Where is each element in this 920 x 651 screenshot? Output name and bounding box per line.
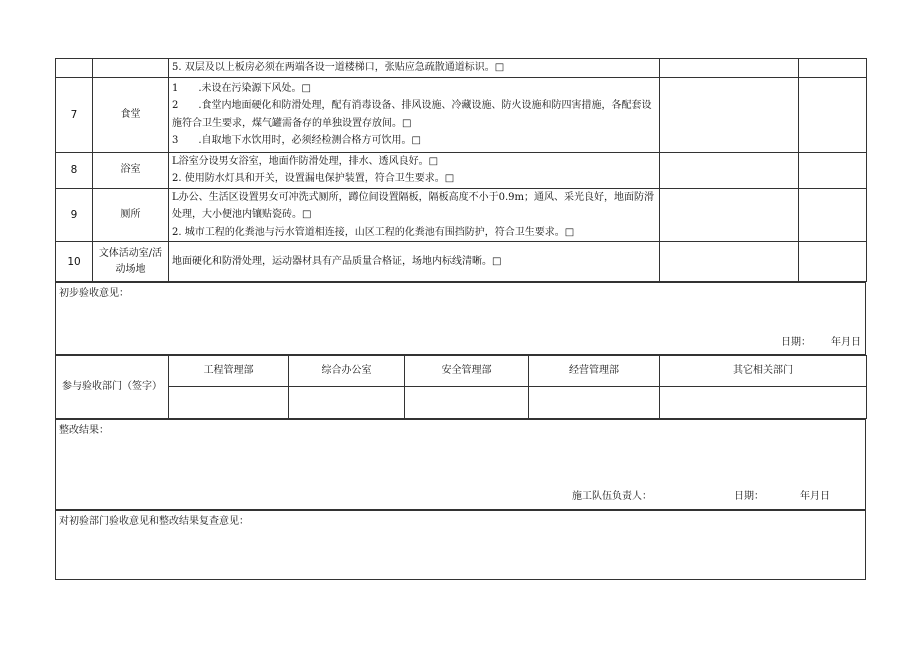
requirement-line: 地面硬化和防滑处理，运动器材具有产品质量合格证，场地内标线清晰。□ xyxy=(172,255,502,267)
table-row xyxy=(56,188,867,242)
review-label: 对初验部门验收意见和整改结果复查意见： xyxy=(59,516,249,527)
result-cell[interactable] xyxy=(660,188,799,242)
remark-cell[interactable] xyxy=(799,59,867,78)
dept-operations: 经营管理部 xyxy=(529,356,660,387)
dept-safety: 安全管理部 xyxy=(405,356,529,387)
remark-cell[interactable] xyxy=(799,242,867,282)
rectification-table xyxy=(55,419,866,510)
table-row xyxy=(56,242,867,282)
item-name: 文体活动室/活动场地 xyxy=(93,242,169,282)
item-requirements xyxy=(169,242,660,282)
rectification-label: 整改结果： xyxy=(59,425,109,436)
item-requirements xyxy=(169,188,660,242)
requirement-line: L浴室分设男女浴室，地面作防滑处理，排水、透风良好。□ xyxy=(172,155,439,167)
requirement-line: 5. 双层及以上板房必须在两端各设一道楼梯口，张贴应急疏散通道标识。□ xyxy=(172,62,505,73)
result-cell[interactable] xyxy=(660,152,799,188)
review-table xyxy=(55,510,866,580)
remark-cell[interactable] xyxy=(799,77,867,152)
review-cell xyxy=(56,511,866,580)
inspection-form xyxy=(55,58,866,579)
rectification-cell xyxy=(56,420,866,510)
table-row xyxy=(56,77,867,152)
rectification-date-value: 年月日 xyxy=(800,491,830,502)
rectification-date xyxy=(734,488,830,506)
result-cell[interactable] xyxy=(660,59,799,78)
dept-engineering: 工程管理部 xyxy=(169,356,289,387)
inspection-table xyxy=(55,58,867,282)
item-number: 8 xyxy=(56,152,93,188)
item-requirements xyxy=(169,152,660,188)
requirement-line: 3 .自取地下水饮用时，必须经检测合格方可饮用。□ xyxy=(172,135,421,146)
sign-general-office[interactable] xyxy=(289,387,405,419)
table-row xyxy=(56,152,867,188)
item-name xyxy=(93,59,169,78)
sign-engineering[interactable] xyxy=(169,387,289,419)
requirement-line: 2. 城市工程的化粪池与污水管道相连接，山区工程的化粪池有围挡防护，符合卫生要求。□ xyxy=(172,226,575,238)
sign-operations[interactable] xyxy=(529,387,660,419)
preliminary-label: 初步验收意见： xyxy=(59,288,129,299)
requirement-line: 1 .未设在污染源下风处。□ xyxy=(172,82,311,94)
item-number xyxy=(56,59,93,78)
remark-cell[interactable] xyxy=(799,152,867,188)
sign-other[interactable] xyxy=(660,387,867,419)
table-row xyxy=(56,59,867,78)
remark-cell[interactable] xyxy=(799,188,867,242)
item-number: 9 xyxy=(56,188,93,242)
item-number: 10 xyxy=(56,242,93,282)
result-cell[interactable] xyxy=(660,77,799,152)
preliminary-date-value: 年月日 xyxy=(831,337,861,348)
dept-other: 其它相关部门 xyxy=(660,356,867,387)
requirement-line: 2 .食堂内地面硬化和防滑处理，配有消毒设备、排风设施、冷藏设施、防火设施和防四害措施，各配套设施符合卫生要求，煤气罐需备存的单独设置存放间。□ xyxy=(172,100,652,129)
item-name: 食堂 xyxy=(93,77,169,152)
rectification-leader: 施工队伍负责人： xyxy=(572,491,652,502)
preliminary-date xyxy=(781,334,861,352)
item-requirements xyxy=(169,59,660,78)
preliminary-opinion-cell xyxy=(56,283,866,355)
item-number: 7 xyxy=(56,77,93,152)
requirement-line: 2. 使用防水灯具和开关，设置漏电保护装置，符合卫生要求。□ xyxy=(172,173,455,184)
preliminary-date-label: 日期： xyxy=(781,337,811,348)
item-name: 厕所 xyxy=(93,188,169,242)
requirement-line: L办公、生活区设置男女可冲洗式厕所，蹲位间设置隔板，隔板高度不小于0.9m；通风、采光良好，地面防滑处理，大小便池内镶贴瓷砖。□ xyxy=(172,191,655,220)
preliminary-table xyxy=(55,282,866,355)
item-requirements xyxy=(169,77,660,152)
result-cell[interactable] xyxy=(660,242,799,282)
departments-label: 参与验收部门（签字） xyxy=(56,356,169,419)
departments-table xyxy=(55,355,867,419)
sign-safety[interactable] xyxy=(405,387,529,419)
dept-general-office: 综合办公室 xyxy=(289,356,405,387)
rectification-date-label: 日期： xyxy=(734,491,764,502)
item-name: 浴室 xyxy=(93,152,169,188)
